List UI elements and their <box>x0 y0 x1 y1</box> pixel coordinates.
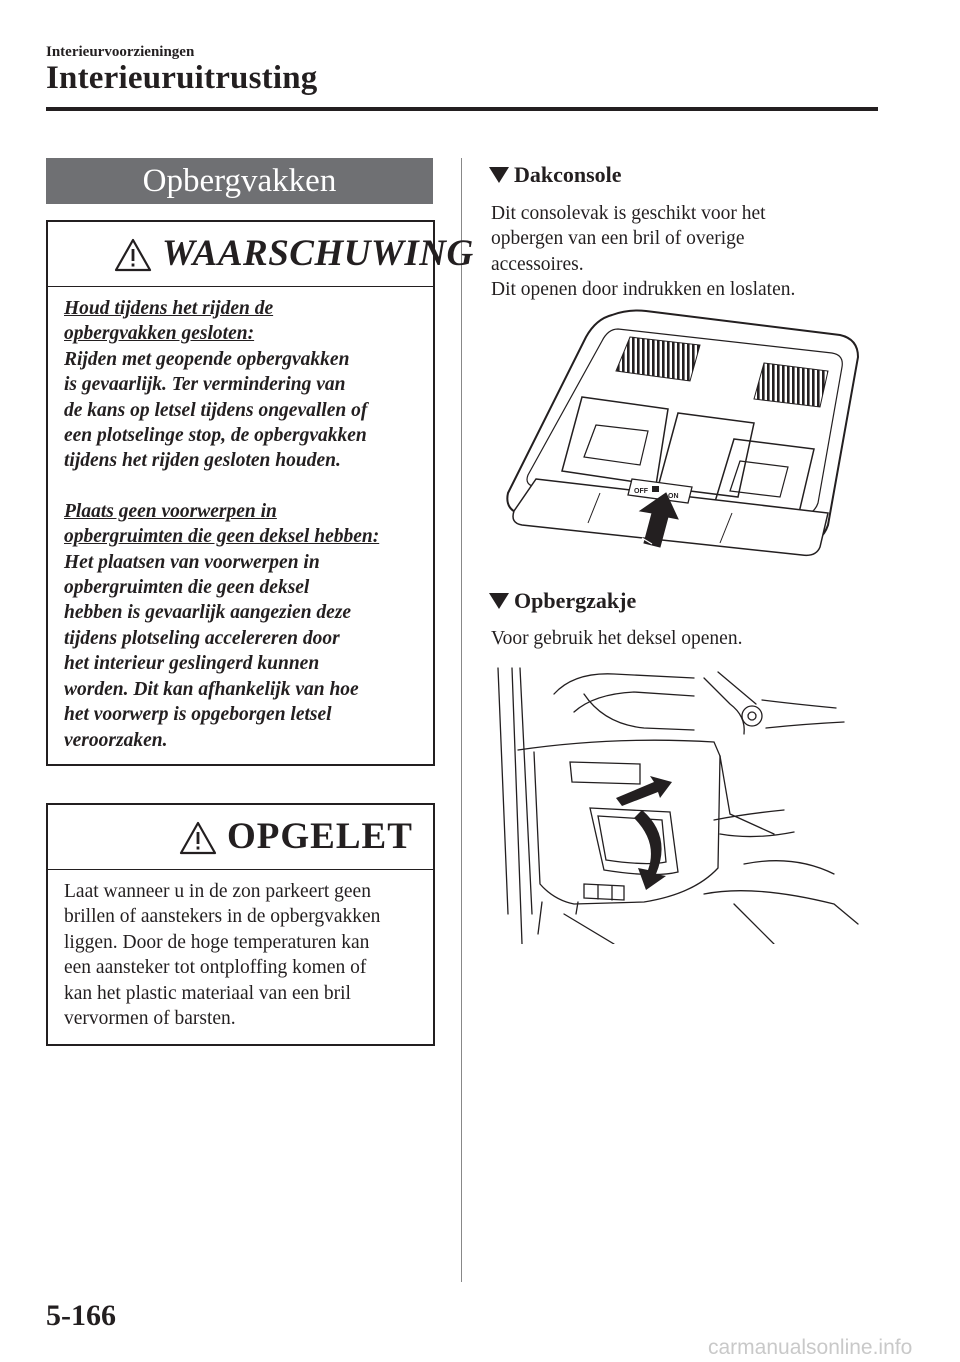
opbergzakje-heading-text: Opbergzakje <box>514 588 637 613</box>
header-rule <box>46 107 878 111</box>
dakconsole-text <box>491 201 891 303</box>
text-line: het voorwerp is opgeborgen letsel <box>64 704 332 726</box>
warning-box <box>46 220 474 766</box>
warning-header <box>48 222 474 286</box>
section-title: Interieuruitrusting <box>46 60 318 96</box>
opbergzakje-heading <box>489 588 636 614</box>
opbergzakje-text <box>491 626 891 651</box>
text-line: veroorzaken. <box>64 729 168 751</box>
page-number: 5-166 <box>46 1299 116 1332</box>
topic-banner: Opbergvakken <box>46 158 433 204</box>
text-line: Voor gebruik het deksel openen. <box>491 628 743 649</box>
pull-arrow-icon <box>616 776 672 806</box>
text-line: een plotselinge stop, de opbergvakken <box>64 425 367 447</box>
text-line: Houd tijdens het rijden de <box>64 298 274 319</box>
storage-pocket-illustration <box>494 664 860 944</box>
text-line: een aansteker tot ontploffing komen of <box>64 957 367 979</box>
text-line: hebben is gevaarlijk aangezien deze <box>64 602 352 624</box>
text-line: opbergruimten die geen deksel <box>64 577 310 599</box>
text-line: liggen. Door de hoge temperaturen kan <box>64 931 370 953</box>
caution-header <box>48 805 433 869</box>
text-line: accessoires. <box>491 253 584 275</box>
text-line: Rijden met geopende opbergvakken <box>64 348 350 370</box>
caution-label: OPGELET <box>227 816 413 857</box>
caution-box <box>46 803 435 1046</box>
dakconsole-heading-text: Dakconsole <box>514 162 622 187</box>
switch-off-label: OFF <box>634 488 648 495</box>
text-line: Dit openen door indrukken en loslaten. <box>491 279 796 301</box>
text-line: Het plaatsen van voorwerpen in <box>64 551 320 573</box>
column-divider <box>461 158 462 1282</box>
paragraph-gap <box>64 474 424 499</box>
warning-text <box>64 296 424 753</box>
dakconsole-heading <box>489 162 622 188</box>
caution-text <box>64 879 424 1031</box>
caution-header-rule <box>48 869 433 870</box>
triangle-down-icon <box>489 167 509 183</box>
text-line: Dit consolevak is geschikt voor het <box>491 203 766 224</box>
warning-label: WAARSCHUWING <box>162 233 474 274</box>
text-line: brillen of aanstekers in de opbergvakken <box>64 906 381 928</box>
text-line: vervormen of barsten. <box>64 1008 236 1030</box>
overhead-console-illustration <box>502 307 862 564</box>
text-line: opbergruimten die geen deksel hebben: <box>64 526 380 548</box>
warning-triangle-icon <box>114 238 152 272</box>
text-line: is gevaarlijk. Ter vermindering van <box>64 374 346 396</box>
text-line: tijdens het rijden gesloten houden. <box>64 450 341 472</box>
watermark-text: carmanualsonline.info <box>708 1336 913 1359</box>
text-line: worden. Dit kan afhankelijk van hoe <box>64 678 359 700</box>
text-line: opbergvakken gesloten: <box>64 323 255 345</box>
text-line: tijdens plotseling accelereren door <box>64 627 340 649</box>
text-line: opbergen van een bril of overige <box>491 228 745 250</box>
triangle-down-icon <box>489 593 509 609</box>
text-line: Plaats geen voorwerpen in <box>64 500 277 522</box>
warning-header-rule <box>48 286 433 287</box>
text-line: Laat wanneer u in de zon parkeert geen <box>64 881 371 902</box>
door-symbol-icon <box>652 486 659 492</box>
text-line: het interieur geslingerd kunnen <box>64 653 320 675</box>
text-line: kan het plastic materiaal van een bril <box>64 982 351 1004</box>
caution-triangle-icon <box>179 821 217 855</box>
chapter-title: Interieurvoorzieningen <box>46 44 195 60</box>
switch-on-label: ON <box>668 493 679 500</box>
text-line: de kans op letsel tijdens ongevallen of <box>64 399 368 421</box>
open-arrow-icon <box>634 810 666 890</box>
